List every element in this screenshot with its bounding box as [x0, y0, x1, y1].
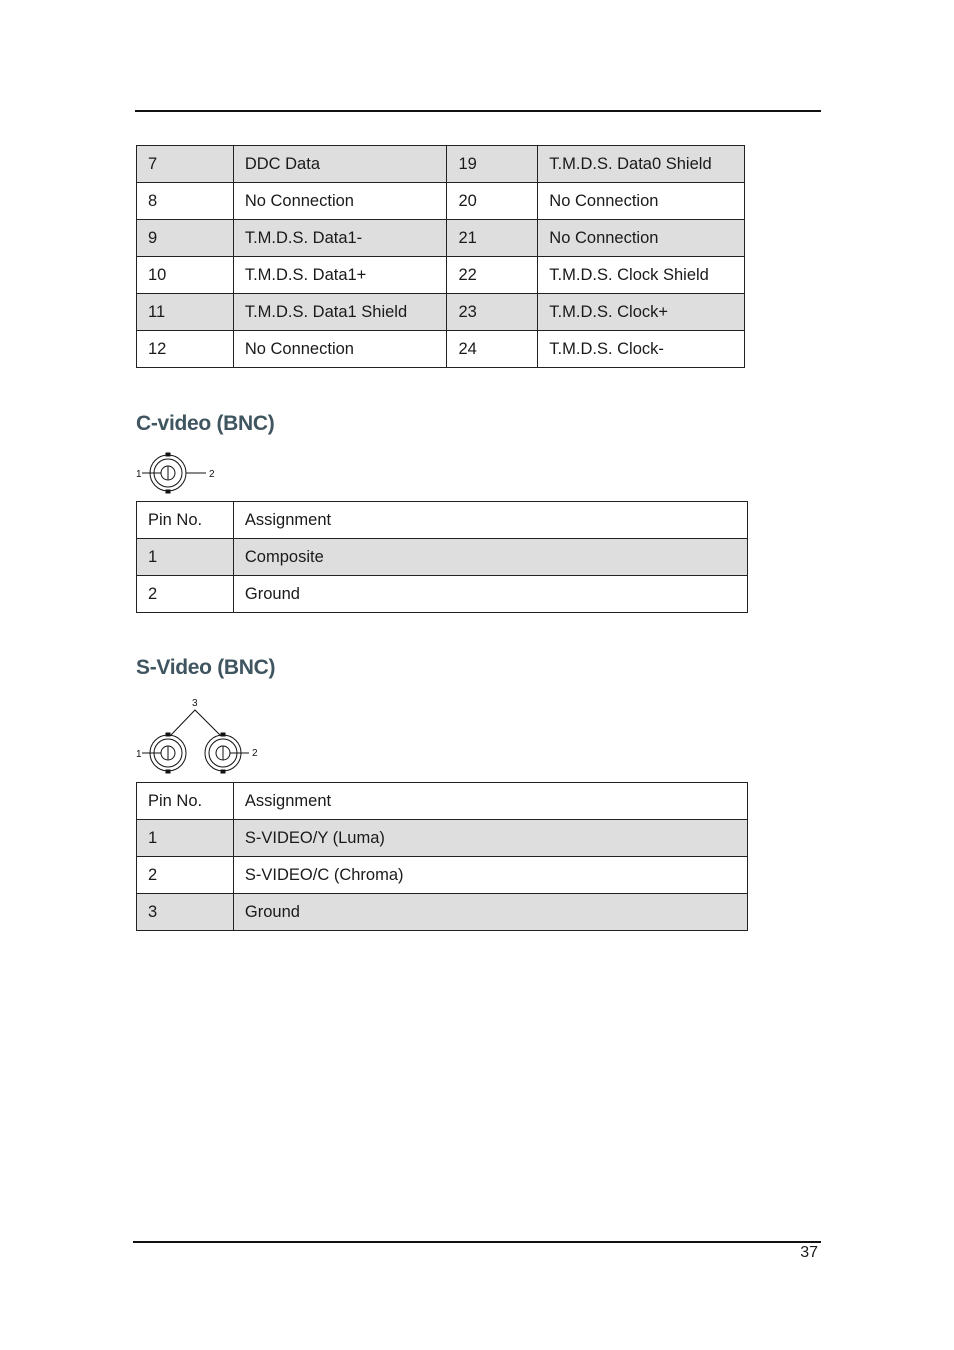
- pin-assignment: S-VIDEO/Y (Luma): [233, 820, 747, 857]
- pin-number: 7: [137, 146, 234, 183]
- pin-label-2: 2: [209, 469, 215, 480]
- pin-number: 2: [137, 857, 234, 894]
- pin-number: 11: [137, 294, 234, 331]
- svideo-pin-table: [136, 782, 748, 931]
- table-row: [137, 257, 745, 294]
- table-row: [137, 220, 745, 257]
- ground-connection-line: [170, 710, 221, 736]
- pin-assignment: No Connection: [233, 183, 447, 220]
- pin-assignment: No Connection: [538, 183, 745, 220]
- pin-assignment: S-VIDEO/C (Chroma): [233, 857, 747, 894]
- footer-rule: [133, 1241, 821, 1243]
- pin-assignment: No Connection: [233, 331, 447, 368]
- bnc-connector-icon: [142, 733, 186, 773]
- pin-assignment: T.M.D.S. Data1 Shield: [233, 294, 447, 331]
- pin-number: 9: [137, 220, 234, 257]
- pin-number: 20: [447, 183, 538, 220]
- table-row: [137, 146, 745, 183]
- pin-number: 1: [137, 820, 234, 857]
- pin-number: 19: [447, 146, 538, 183]
- pin-number: 8: [137, 183, 234, 220]
- page-number: 37: [800, 1244, 818, 1261]
- table-row: [137, 294, 745, 331]
- pin-label-2: 2: [252, 748, 258, 759]
- table-row: [137, 857, 748, 894]
- bnc-connector-icon: [142, 453, 206, 493]
- pin-number: 1: [137, 539, 234, 576]
- pin-assignment: T.M.D.S. Data0 Shield: [538, 146, 745, 183]
- bnc-connector-diagram: [133, 451, 223, 496]
- pin-assignment: T.M.D.S. Clock+: [538, 294, 745, 331]
- dvi-pin-table: [136, 145, 745, 368]
- column-header-assignment: Assignment: [233, 783, 747, 820]
- pin-assignment: T.M.D.S. Clock Shield: [538, 257, 745, 294]
- pin-number: 3: [137, 894, 234, 931]
- bnc-connector-icon: [205, 733, 249, 773]
- pin-number: 21: [447, 220, 538, 257]
- table-row: [137, 576, 748, 613]
- pin-assignment: Composite: [233, 539, 747, 576]
- pin-number: 22: [447, 257, 538, 294]
- pin-number: 12: [137, 331, 234, 368]
- column-header-pin: Pin No.: [137, 502, 234, 539]
- pin-assignment: Ground: [233, 576, 747, 613]
- pin-assignment: No Connection: [538, 220, 745, 257]
- column-header-pin: Pin No.: [137, 783, 234, 820]
- pin-number: 2: [137, 576, 234, 613]
- table-header-row: [137, 783, 748, 820]
- pin-number: 23: [447, 294, 538, 331]
- cvideo-pin-table: [136, 501, 748, 613]
- svideo-section-heading: S-Video (BNC): [136, 656, 276, 679]
- table-header-row: [137, 502, 748, 539]
- pin-label-1: 1: [136, 749, 142, 760]
- table-row: [137, 331, 745, 368]
- pin-assignment: DDC Data: [233, 146, 447, 183]
- table-row: [137, 820, 748, 857]
- pin-assignment: Ground: [233, 894, 747, 931]
- pin-number: 10: [137, 257, 234, 294]
- pin-label-1: 1: [136, 469, 142, 480]
- cvideo-section-heading: C-video (BNC): [136, 412, 275, 435]
- header-rule: [135, 110, 821, 112]
- pin-assignment: T.M.D.S. Data1-: [233, 220, 447, 257]
- pin-label-3: 3: [192, 698, 198, 709]
- table-row: [137, 183, 745, 220]
- column-header-assignment: Assignment: [233, 502, 747, 539]
- pin-assignment: T.M.D.S. Clock-: [538, 331, 745, 368]
- table-row: [137, 539, 748, 576]
- pin-assignment: T.M.D.S. Data1+: [233, 257, 447, 294]
- pin-number: 24: [447, 331, 538, 368]
- table-row: [137, 894, 748, 931]
- svideo-connector-diagram: [133, 695, 268, 777]
